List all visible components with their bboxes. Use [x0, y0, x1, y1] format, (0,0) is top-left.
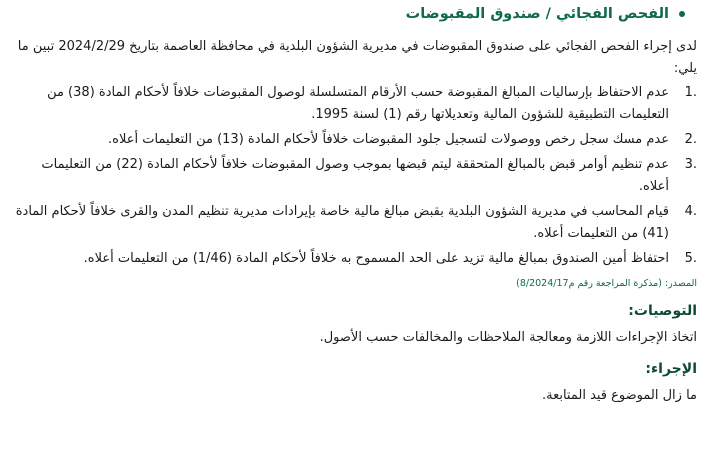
finding-number: 1.: [684, 85, 697, 100]
bullet-icon: [679, 11, 685, 17]
finding-item: [12, 248, 697, 270]
findings-list: [12, 82, 697, 270]
finding-item: [12, 129, 697, 151]
finding-text: عدم مسك سجل رخص ووصولات لتسجيل جلود المقبوضات خلافاً لأحكام المادة (13) من التعليمات أعلاه.: [108, 132, 669, 147]
finding-number: 4.: [684, 204, 697, 219]
finding-text: عدم الاحتفاظ بإرساليات المبالغ المقبوضة حسب الأرقام المتسلسلة لوصول المقبوضات خلافاً لأحكام المادة (38) من التعليمات التطبيقية للشؤون المالية وتعديلاتها رقم (1) لسنة 1995.: [47, 85, 669, 122]
source-note: المصدر: (مذكرة المراجعة رقم م8/2024/17): [516, 278, 697, 289]
finding-text: عدم تنظيم أوامر قبض بالمبالغ المتحققة ليتم قبضها بموجب وصول المقبوضات خلافاً لأحكام المادة (22) من التعليمات أعلاه.: [41, 157, 669, 194]
finding-text: قيام المحاسب في مديرية الشؤون البلدية بقبض مبالغ مالية خاصة بإيرادات مديرية تنظيم المدن والقرى خلافاً لأحكام المادة (41) من التعليمات أعلاه.: [15, 204, 669, 241]
finding-number: 3.: [684, 157, 697, 172]
finding-item: [12, 82, 697, 126]
finding-number: 5.: [684, 251, 697, 266]
recommendations-title: التوصيات:: [628, 303, 697, 319]
action-title: الإجراء:: [645, 361, 697, 377]
finding-item: [12, 154, 697, 198]
action-text: ما زال الموضوع قيد المتابعة.: [541, 388, 697, 403]
intro-paragraph: لدى إجراء الفحص الفجائي على صندوق المقبوضات في مديرية الشؤون البلدية في محافظة العاصمة بتاريخ 2024/2/29 تبين ما يلي:: [17, 39, 697, 76]
section-heading: [12, 6, 697, 22]
recommendations-text: اتخاذ الإجراءات اللازمة ومعالجة الملاحظات والمخالفات حسب الأصول.: [319, 330, 697, 345]
finding-item: [12, 201, 697, 245]
heading-title: الفحص الفجائي / صندوق المقبوضات: [405, 6, 669, 22]
finding-number: 2.: [684, 132, 697, 147]
finding-text: احتفاظ أمين الصندوق بمبالغ مالية تزيد على الحد المسموح به خلافاً لأحكام المادة (1/46) من التعليمات أعلاه.: [83, 251, 669, 266]
